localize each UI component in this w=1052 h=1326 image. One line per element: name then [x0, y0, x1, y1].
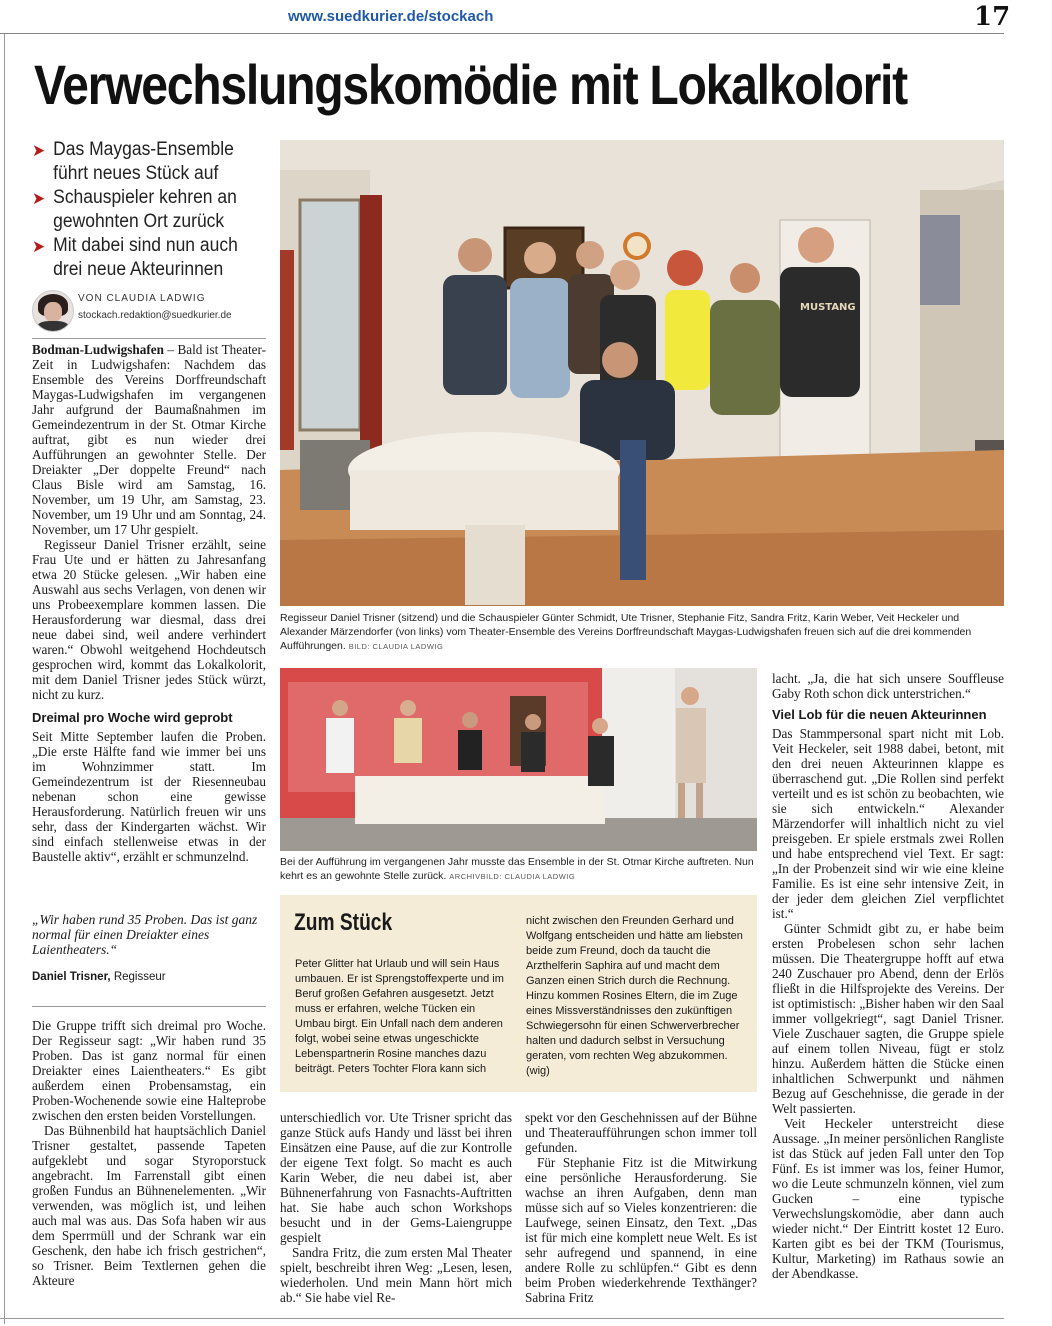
bullet-item: ➤ Mit dabei sind nun auch drei neue Akteurinnen — [32, 235, 238, 280]
dateline: Bodman-Ludwigshafen — [32, 342, 164, 357]
author-email[interactable]: stockach.redaktion@suedkurier.de — [78, 310, 232, 321]
page-number: 17 — [974, 2, 1011, 32]
paragraph: lacht. „Ja, die hat sich unsere Souffleuse Gaby Roth schon dick unterstrichen.“ — [772, 671, 1004, 701]
subhead: Dreimal pro Woche wird geprobt — [32, 710, 233, 725]
paragraph: unterschiedlich vor. Ute Trisner spricht das ganze Stück aufs Handy und lässt bei ihren Einsätzen eine Pause, auf die zur Kontrolle der eigene Text folgt. So macht es auch Karin Weber, die neu dabei ist, aber Bühnenerfahrung von Fasnachts-Auftritten hat. Sie habe auch schon Workshops besucht und in der Gems-Laiengruppe gespielt — [280, 1110, 512, 1245]
divider — [32, 338, 266, 339]
ensemble-photo — [280, 140, 1004, 606]
photo1-credit: BILD: CLAUDIA LADWIG — [348, 642, 444, 651]
arrow-icon: ➤ — [32, 141, 46, 160]
bullet-item: ➤ Das Maygas-Ensemble führt neues Stück auf — [32, 139, 234, 184]
pull-quote — [32, 912, 266, 983]
article-column-mid-1 — [280, 1110, 512, 1305]
divider — [32, 1006, 266, 1007]
paragraph: Sandra Fritz, die zum ersten Mal Theater spielt, beschreibt ihren Weg: „Lesen, lesen, wiederholen. Und mein Mann hört mich ab.“ Sie habe viel Re- — [280, 1245, 512, 1305]
paragraph: Das Bühnenbild hat hauptsächlich Daniel Trisner gestaltet, passende Tapeten aufgeklebt und sogar Styroporstuck angebracht. Im Farrenstall gibt einen großen Fundus an Bühnenelementen. „Wir verwenden, was möglich ist, und leihen auch mal was aus. Das Sofa haben wir aus dem Sperrmüll und der Schrank war ein Geschenk, den habe ich frisch gestrichen“, so Trisner. Beim Textlernen gehen die Akteure — [32, 1123, 266, 1288]
info-box-zum-stueck — [280, 895, 757, 1092]
paragraph: Veit Heckeler unterstreicht diese Aussage. „In meiner persönlichen Rangliste ist das Stück auf jeden Fall unter den Top Fünf. Es ist immer was los, feiner Humor, wo die Leute schmunzeln können, viel zum Gucken – eine typische Verwechslungskomödie, aber dann auch wieder nicht.“ Der Eintritt kostet 12 Euro. Karten gibt es bei der TKM (Tourismus, Kultur, Marketing) im Rathaus sowie an der Abendkasse. — [772, 1116, 1004, 1281]
article-column-left-2 — [32, 1018, 266, 1288]
paragraph: Regisseur Daniel Trisner erzählt, seine Frau Ute und er hätten zu Jahresanfang etwa 20 Stücke gelesen. „Wir haben eine Auswahl aus sechs Verlagen, von denen wir uns Probeexemplare kommen lassen. Die Herausforderung war diesmal, dass drei neue dabei sind, weil andere verhindert waren.“ Obwohl weitgehend Hochdeutsch gesprochen wird, kommt das Lokalkolorit, mit dem Daniel Trisner jedes Stück würzt, nicht zu kurz. — [32, 537, 266, 702]
paragraph: Günter Schmidt gibt zu, er habe beim ersten Probelesen schon sehr lachen müssen. Die Theatergruppe hofft auf etwa 240 Zuschauer pro Abend, denn der Erlös fließt in die Hilfsprojekte des Vereins. Der ist optimistisch: „Bisher haben wir den Saal immer vollgekriegt“, sagt Daniel Trisner. Viele Zuschauer sagten, die Gruppe spiele auf einem tollen Niveau, fügt er stolz hinzu. Außerdem hätten die Stücke einen inhaltlichen Schwerpunkt und nähmen Bezug auf Geschehnisse, die gerade in der Welt passierten. — [772, 921, 1004, 1116]
photo2-caption: Bei der Aufführung im vergangenen Jahr musste das Ensemble in der St. Otmar Kirche auftreten. Nun kehrt es an gewohnte Stelle zurück. ARCHIVBILD: CLAUDIA LADWIG — [280, 856, 754, 882]
headline: Verwechslungskomödie mit Lokalkolorit — [34, 53, 907, 116]
arrow-icon: ➤ — [32, 189, 46, 208]
author-box — [32, 290, 277, 335]
summary-bullets — [32, 138, 277, 282]
quote-author: Daniel Trisner, Regisseur — [32, 971, 166, 983]
paragraph: spekt vor den Geschehnissen auf der Bühne und Theateraufführungen schon immer toll gefunden. — [525, 1110, 757, 1155]
paragraph: Das Stammpersonal spart nicht mit Lob. Veit Heckeler, seit 1988 dabei, betont, mit den drei neuen Akteurinnen klappe es überraschend gut. „Die Rollen sind perfekt verteilt und es ist schön zu beobachten, wie sie sich entwickeln.“ Alexander Märzendorfer will inhaltlich nicht zu viel preisgeben. Er spiele erstmals zwei Rollen und habe entsprechend viel Text. Er sagt: „In der Probenzeit sind wir wie eine kleine Familie. Es ist eine sehr intensive Zeit, in der jeder dem gleichen Ziel verpflichtet ist.“ — [772, 726, 1004, 921]
header-url[interactable]: www.suedkurier.de/stockach — [288, 8, 494, 25]
article-column-left: Bodman-Ludwigshafen – Bald ist Theater-Zeit in Ludwigshafen: Nachdem das Ensemble des Vereins Dorffreundschaft Maygas-Ludwigshafen im vergangenen Jahr aufgrund der Baumaßnahmen im Gemeindezentrum in der St. Otmar Kirche auftrat, gibt es nun wieder drei Aufführungen an gewohnter Stelle. Der Dreiakter „Der doppelte Freund“ nach Claus Bisle wird am Samstag, 16. November, um 19 Uhr, am Samstag, 23. November, um 19 Uhr und am Sonntag, 24. November, um 17 Uhr gespielt. Regisseur Daniel Trisner erzählt, seine Frau Ute und er hätten zu Jahresanfang etwa 20 Stücke gelesen. „Wir haben eine Auswahl aus sechs Verlagen, von denen wir uns Probeexemplare kommen lassen. Die Herausforderung war diesmal, dass drei neue dabei sind, weil andere verhindert waren.“ Obwohl weitgehend Hochdeutsch gesprochen wird, kommt das Lokalkolorit, mit dem Daniel Trisner jedes Stück würzt, nicht zu kurz. Dreimal pro Woche wird geprobt Seit Mitte September laufen die Proben. „Die erste Hälfte fand wie immer bei uns im Wohnzimmer statt. Im Gemeindezentrum ist der Riesenneubau nebenan schon eine gewisse Herausforderung. Natürlich freuen wir uns sehr, dass der Kindergarten wächst. Wir sind einfach stellenweise etwas in der Baustelle aktiv“, erzählt er schmunzelnd. — [32, 342, 266, 864]
info-box-column-1: Peter Glitter hat Urlaub und will sein Haus umbauen. Er ist Sprengstoffexperte und im Beruf großen Gefahren ausgesetzt. Jetzt muss er erfahren, welche Tücken ein Umbau birgt. Ein Unfall nach dem anderen folgt, wobei seine etwas ungeschickte Lebenspartnerin Rosine manches dazu beiträgt. Peters Tochter Flora kann sich — [295, 958, 504, 1075]
photo2-credit: ARCHIVBILD: CLAUDIA LADWIG — [449, 872, 576, 881]
page-left-edge — [4, 34, 5, 1324]
article-column-right — [772, 671, 1004, 1281]
paragraph: Seit Mitte September laufen die Proben. „Die erste Hälfte fand wie immer bei uns im Wohnzimmer statt. Im Gemeindezentrum ist der Riesenneubau nebenan schon eine gewisse Herausforderung. Natürlich freuen wir uns sehr, dass der Kindergarten wächst. Wir sind einfach stellenweise etwas in der Baustelle aktiv“, erzählt er schmunzelnd. — [32, 729, 266, 864]
photo1-caption: Regisseur Daniel Trisner (sitzend) und die Schauspieler Günter Schmidt, Ute Trisner, Stephanie Fitz, Sandra Fritz, Karin Weber, Veit Heckeler und Alexander Märzendorfer (von links) vom Theater-Ensemble des Vereins Dorffreundschaft Maygas-Ludwigshafen freuen sich auf die drei kommenden Aufführungen. BILD: CLAUDIA LADWIG — [280, 612, 972, 652]
header-divider — [0, 33, 1004, 34]
bullet-item: ➤ Schauspieler kehren an gewohnten Ort zurück — [32, 187, 237, 232]
info-box-title: Zum Stück — [294, 909, 393, 936]
paragraph: Die Gruppe trifft sich dreimal pro Woche. Der Regisseur sagt: „Wir haben rund 35 Proben. Das ist ganz normal für einen Dreiakter eines Laientheaters.“ Es gibt außerdem einen Probensamstag, ein Proben-Wochenende sowie eine Halteprobe zwischen den ersten beiden Vorstellungen. — [32, 1018, 266, 1123]
arrow-icon: ➤ — [32, 237, 46, 256]
info-box-column-2: nicht zwischen den Freunden Gerhard und Wolfgang entscheiden und hätte am liebsten beide zum Freund, doch da taucht die Arzthelferin Saphira auf und macht dem Ganzen einen Strich durch die Rechnung. Hinzu kommen Rosines Eltern, die im Zuge eines Missverständnisses den zukünftigen Schwiegersohn für einen Schwerverbrecher halten und dadurch selbst in Versuchung geraten, vom rechten Weg abzukommen. (wig) — [526, 915, 743, 1077]
performance-photo — [280, 668, 757, 851]
shirt-print: MUSTANG — [800, 302, 856, 313]
author-byline: VON CLAUDIA LADWIG — [78, 293, 206, 304]
page-bottom-rule — [0, 1318, 1004, 1319]
quote-text: „Wir haben rund 35 Proben. Das ist ganz normal für einen Dreiakter eines Laientheaters.“ — [32, 912, 258, 957]
article-column-mid-2 — [525, 1110, 757, 1305]
paragraph: Für Stephanie Fitz ist die Mitwirkung eine persönliche Herausforderung. Sie wachse an ihren Aufgaben, denn man müsse sich auf so Vieles konzentrieren: die Laufwege, seinen Einsatz, den Text. „Das ist für mich eine komplett neue Welt. Es ist sehr aufregend und spannend, in eine andere Rolle zu schlüpfen.“ Gibt es denn beim Proben wiederkehrende Texthänger? Sabrina Fritz — [525, 1155, 757, 1305]
author-avatar — [32, 290, 74, 332]
subhead: Viel Lob für die neuen Akteurinnen — [772, 707, 987, 722]
